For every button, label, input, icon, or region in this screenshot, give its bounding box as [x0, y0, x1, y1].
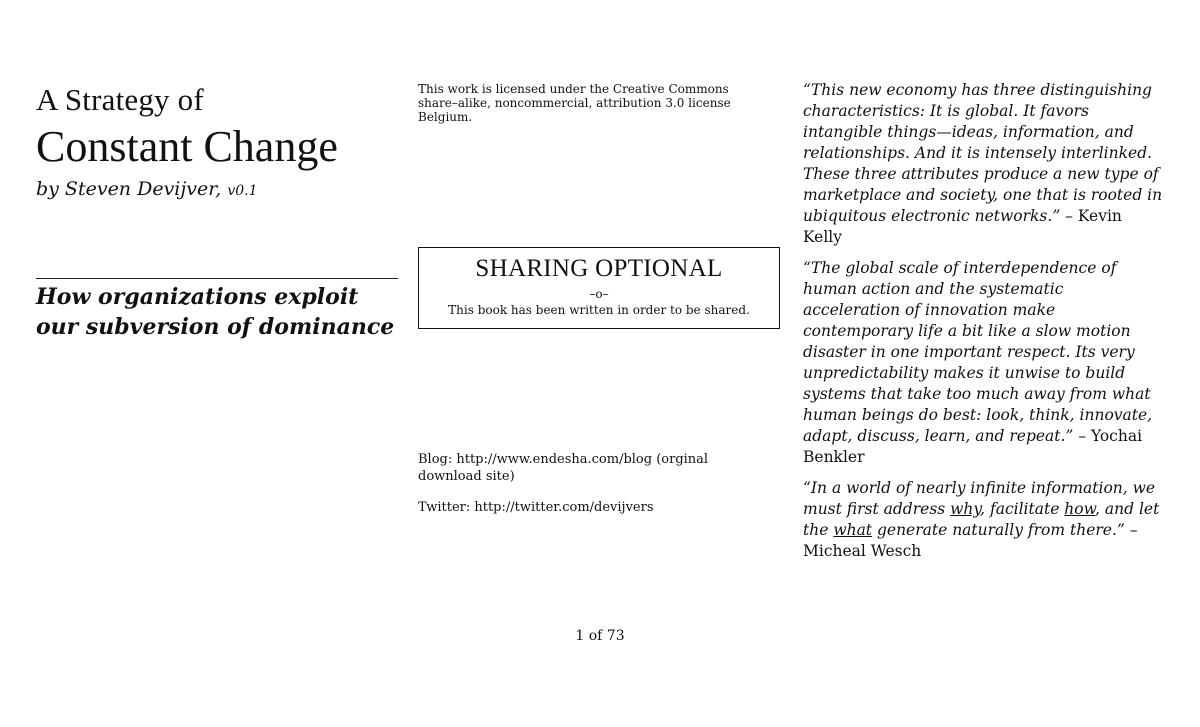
- quotes-column: [803, 80, 1165, 572]
- quote-text-part: generate naturally from there.”: [872, 521, 1125, 539]
- quote-underlined-word: how: [1064, 500, 1096, 518]
- sharing-optional-box: [418, 247, 780, 329]
- quote-author: – Kevin Kelly: [803, 207, 1122, 246]
- subtitle-divider: [36, 278, 398, 279]
- quote-underlined-word: why: [950, 500, 981, 518]
- page-number: 1 of 73: [575, 628, 625, 644]
- quote-author: – Micheal Wesch: [803, 521, 1138, 560]
- subtitle-line-1: How organizations exploit: [36, 284, 359, 310]
- subtitle-line-2: our subversion of dominance: [36, 314, 395, 340]
- blog-link[interactable]: Blog: http://www.endesha.com/blog (orginal download site): [418, 452, 709, 484]
- version-label: v0.1: [227, 183, 258, 199]
- quote-text-part: , and let the: [803, 500, 1160, 539]
- quote-author: – Yochai Benkler: [803, 427, 1143, 466]
- sharing-divider: –o–: [589, 287, 609, 301]
- quote-text-part: “In a world of nearly infinite information, we must first address: [803, 479, 1156, 518]
- quote-text: “The global scale of interdependence of human action and the systematic acceleration of innovation make contemporary life a bit like a slow motion disaster in one important respect. Its very unpredictability makes it unwise to build systems that take too much away from what human beings do best: look, think, innovate, adapt, discuss, learn, and repeat.”: [803, 259, 1153, 445]
- quote-benkler: [803, 258, 1165, 468]
- twitter-link[interactable]: Twitter: http://twitter.com/devijvers: [418, 500, 654, 515]
- byline: [36, 176, 258, 204]
- title-line-1: A Strategy of: [36, 82, 204, 117]
- subtitle: [36, 282, 406, 342]
- sharing-note: This book has been written in order to be shared.: [448, 303, 750, 317]
- quote-text: [803, 479, 1159, 539]
- byline-author: by Steven Devijver,: [36, 178, 228, 200]
- quote-kelly: [803, 80, 1165, 248]
- quote-text-part: , facilitate: [980, 500, 1065, 518]
- license-text: This work is licensed under the Creative Commons share–alike, noncommercial, attribution 3.0 license Belgium.: [418, 82, 731, 124]
- quote-text: “This new economy has three distinguishing characteristics: It is global. It favors intangible things—ideas, information, and relationships. And it is intensely interlinked. These three attributes produce a new type of marketplace and society, one that is rooted in ubiquitous electronic networks.”: [803, 81, 1163, 225]
- quote-wesch: [803, 478, 1165, 562]
- title-line-2: Constant Change: [36, 122, 338, 171]
- quote-underlined-word: what: [833, 521, 873, 539]
- sharing-title: SHARING OPTIONAL: [475, 255, 723, 282]
